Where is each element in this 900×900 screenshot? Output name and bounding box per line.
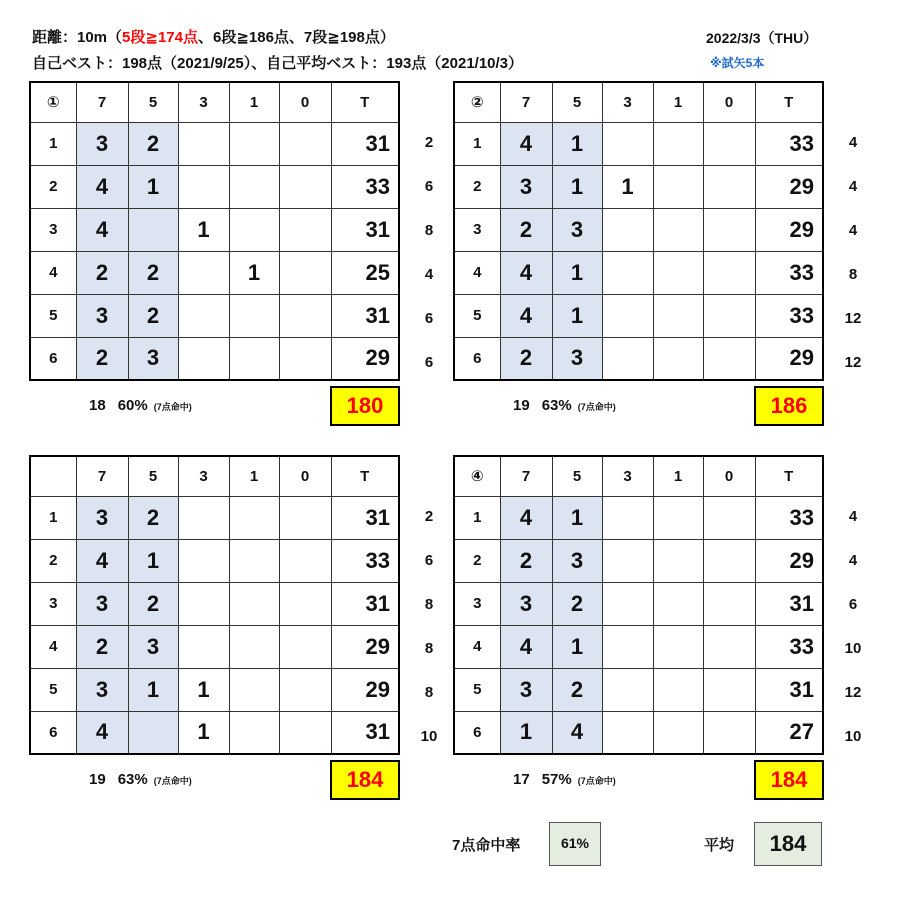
count-1pt <box>229 294 279 337</box>
count-5pt: 3 <box>128 337 178 380</box>
end-total: 29 <box>755 539 823 582</box>
column-header-3: 3 <box>178 82 229 122</box>
end-total: 25 <box>331 251 399 294</box>
table-row <box>30 251 399 294</box>
count-7pt: 3 <box>500 165 552 208</box>
side-value: 12 <box>844 310 862 327</box>
round-label: ④ <box>454 456 500 496</box>
count-1pt <box>229 582 279 625</box>
count-1pt <box>229 122 279 165</box>
side-value: 4 <box>848 134 858 151</box>
count-7pt: 4 <box>76 711 128 754</box>
round-total: 186 <box>754 386 824 426</box>
count-7pt: 3 <box>76 122 128 165</box>
table-header-row <box>30 456 399 496</box>
side-value: 4 <box>848 222 858 239</box>
count-0pt <box>279 668 331 711</box>
count-3pt: 1 <box>178 208 229 251</box>
table-row <box>454 337 823 380</box>
round-hit-summary <box>89 397 192 414</box>
round-label <box>30 456 76 496</box>
hit-count: 19 <box>89 771 106 788</box>
count-7pt: 3 <box>76 294 128 337</box>
count-5pt <box>128 208 178 251</box>
side-value: 6 <box>424 354 434 371</box>
count-7pt: 2 <box>76 625 128 668</box>
count-3pt <box>178 539 229 582</box>
count-5pt: 1 <box>552 122 602 165</box>
column-header-0: 0 <box>703 456 755 496</box>
table-row <box>454 582 823 625</box>
count-5pt: 4 <box>552 711 602 754</box>
column-header-t: T <box>755 82 823 122</box>
hit-note: (7点命中) <box>577 402 616 412</box>
side-value: 4 <box>848 508 858 525</box>
personal-best-line: 自己ベスト：198点（2021/9/25）、自己平均ベスト：193点（2021/10/3） <box>32 55 524 72</box>
count-1pt <box>653 208 703 251</box>
end-number: 5 <box>30 294 76 337</box>
hit-count: 19 <box>513 397 530 414</box>
end-number: 3 <box>454 582 500 625</box>
side-value: 4 <box>848 178 858 195</box>
grade-thresholds: 、6段≧186点、7段≧198点） <box>197 29 395 46</box>
count-7pt: 4 <box>76 539 128 582</box>
count-3pt <box>178 582 229 625</box>
count-3pt <box>602 122 653 165</box>
column-header-0: 0 <box>703 82 755 122</box>
count-7pt: 4 <box>500 122 552 165</box>
count-5pt: 1 <box>552 625 602 668</box>
count-7pt: 4 <box>500 294 552 337</box>
count-0pt <box>703 539 755 582</box>
count-5pt: 3 <box>552 539 602 582</box>
table-row <box>30 625 399 668</box>
end-number: 3 <box>454 208 500 251</box>
count-3pt <box>178 122 229 165</box>
count-1pt <box>653 539 703 582</box>
side-value: 2 <box>424 134 434 151</box>
count-3pt <box>178 294 229 337</box>
hit-rate-label: 7点命中率 <box>452 837 521 854</box>
session-date: 2022/3/3（THU） <box>706 30 818 46</box>
count-7pt: 2 <box>76 251 128 294</box>
count-0pt <box>279 582 331 625</box>
end-total: 31 <box>331 496 399 539</box>
count-5pt: 1 <box>552 165 602 208</box>
round-total: 184 <box>330 760 400 800</box>
table-row <box>30 668 399 711</box>
side-value: 8 <box>424 640 434 657</box>
count-0pt <box>703 294 755 337</box>
practice-arrows-note: ※試矢5本 <box>710 56 765 70</box>
score-table-round-3 <box>29 455 400 755</box>
table-row <box>454 625 823 668</box>
hit-percent: 63% <box>541 397 572 414</box>
count-7pt: 4 <box>500 625 552 668</box>
table-row <box>454 668 823 711</box>
count-7pt: 3 <box>76 496 128 539</box>
count-1pt <box>653 496 703 539</box>
count-1pt <box>229 539 279 582</box>
side-value: 6 <box>424 310 434 327</box>
end-total: 31 <box>331 711 399 754</box>
count-7pt: 4 <box>76 208 128 251</box>
table-row <box>30 337 399 380</box>
count-5pt: 1 <box>128 165 178 208</box>
hit-percent: 57% <box>541 771 572 788</box>
count-7pt: 2 <box>500 208 552 251</box>
end-total: 33 <box>331 165 399 208</box>
count-0pt <box>279 294 331 337</box>
count-1pt: 1 <box>229 251 279 294</box>
end-number: 2 <box>30 539 76 582</box>
count-7pt: 3 <box>500 668 552 711</box>
end-total: 31 <box>331 208 399 251</box>
count-0pt <box>703 122 755 165</box>
column-header-1: 1 <box>229 456 279 496</box>
count-0pt <box>279 539 331 582</box>
end-number: 4 <box>30 625 76 668</box>
count-3pt <box>178 165 229 208</box>
count-3pt <box>602 294 653 337</box>
side-value: 6 <box>848 596 858 613</box>
column-header-7: 7 <box>76 456 128 496</box>
count-7pt: 2 <box>76 337 128 380</box>
end-number: 5 <box>454 294 500 337</box>
count-5pt: 1 <box>128 539 178 582</box>
side-value: 8 <box>848 266 858 283</box>
table-row <box>30 208 399 251</box>
side-value: 10 <box>420 728 438 745</box>
end-total: 33 <box>755 122 823 165</box>
end-total: 29 <box>755 208 823 251</box>
count-3pt <box>602 668 653 711</box>
grade-5-threshold: 5段≧174点 <box>122 29 198 46</box>
end-total: 33 <box>755 496 823 539</box>
end-number: 4 <box>454 251 500 294</box>
count-0pt <box>279 208 331 251</box>
table-header-row <box>30 82 399 122</box>
side-value: 4 <box>848 552 858 569</box>
table-header-row <box>454 82 823 122</box>
hit-rate-value: 61% <box>549 822 601 866</box>
count-3pt <box>178 251 229 294</box>
count-3pt <box>602 539 653 582</box>
hit-percent: 63% <box>117 771 148 788</box>
end-total: 33 <box>755 625 823 668</box>
count-0pt <box>279 251 331 294</box>
count-0pt <box>703 208 755 251</box>
table-row <box>454 251 823 294</box>
count-5pt: 3 <box>128 625 178 668</box>
count-3pt <box>602 208 653 251</box>
count-7pt: 1 <box>500 711 552 754</box>
count-7pt: 2 <box>500 539 552 582</box>
end-number: 4 <box>30 251 76 294</box>
side-value: 8 <box>424 684 434 701</box>
score-table-round-1 <box>29 81 400 381</box>
distance-line <box>32 26 395 47</box>
count-0pt <box>703 165 755 208</box>
count-5pt: 2 <box>128 496 178 539</box>
count-5pt: 3 <box>552 208 602 251</box>
end-number: 6 <box>30 337 76 380</box>
count-3pt <box>602 711 653 754</box>
side-value: 10 <box>844 640 862 657</box>
side-value: 12 <box>844 684 862 701</box>
count-3pt <box>178 337 229 380</box>
end-total: 31 <box>755 582 823 625</box>
count-0pt <box>279 165 331 208</box>
hit-count: 18 <box>89 397 106 414</box>
hit-percent: 60% <box>117 397 148 414</box>
distance-label: 距離：10m（ <box>32 29 123 46</box>
count-1pt <box>653 122 703 165</box>
side-value: 10 <box>844 728 862 745</box>
end-number: 6 <box>454 711 500 754</box>
column-header-7: 7 <box>500 82 552 122</box>
round-hit-summary <box>513 397 616 414</box>
count-1pt <box>229 337 279 380</box>
end-number: 2 <box>30 165 76 208</box>
count-3pt <box>602 496 653 539</box>
count-5pt: 3 <box>552 337 602 380</box>
side-value: 6 <box>424 178 434 195</box>
count-1pt <box>653 337 703 380</box>
table-row <box>30 539 399 582</box>
count-5pt <box>128 711 178 754</box>
column-header-t: T <box>331 82 399 122</box>
table-row <box>454 294 823 337</box>
count-5pt: 2 <box>128 122 178 165</box>
end-number: 5 <box>454 668 500 711</box>
count-3pt <box>602 337 653 380</box>
count-7pt: 4 <box>500 251 552 294</box>
count-7pt: 3 <box>76 582 128 625</box>
end-total: 31 <box>331 122 399 165</box>
table-row <box>30 122 399 165</box>
count-3pt <box>178 496 229 539</box>
round-hit-summary <box>89 771 192 788</box>
end-total: 29 <box>755 337 823 380</box>
column-header-1: 1 <box>653 456 703 496</box>
table-row <box>30 165 399 208</box>
side-value: 6 <box>424 552 434 569</box>
round-total: 180 <box>330 386 400 426</box>
side-value: 8 <box>424 222 434 239</box>
table-row <box>30 711 399 754</box>
end-total: 33 <box>331 539 399 582</box>
end-number: 1 <box>30 122 76 165</box>
count-1pt <box>229 208 279 251</box>
count-0pt <box>703 668 755 711</box>
table-row <box>30 294 399 337</box>
column-header-7: 7 <box>76 82 128 122</box>
end-number: 2 <box>454 165 500 208</box>
count-0pt <box>279 496 331 539</box>
table-row <box>454 208 823 251</box>
score-table-round-4 <box>453 455 824 755</box>
end-number: 6 <box>454 337 500 380</box>
count-1pt <box>653 582 703 625</box>
end-number: 3 <box>30 208 76 251</box>
end-number: 2 <box>454 539 500 582</box>
count-1pt <box>653 625 703 668</box>
count-1pt <box>229 668 279 711</box>
side-value: 4 <box>424 266 434 283</box>
table-row <box>30 496 399 539</box>
count-5pt: 1 <box>552 294 602 337</box>
column-header-5: 5 <box>552 82 602 122</box>
count-3pt: 1 <box>602 165 653 208</box>
count-0pt <box>703 582 755 625</box>
count-5pt: 2 <box>552 668 602 711</box>
count-1pt <box>229 165 279 208</box>
count-0pt <box>703 337 755 380</box>
count-0pt <box>279 337 331 380</box>
column-header-3: 3 <box>602 82 653 122</box>
hit-note: (7点命中) <box>153 402 192 412</box>
count-7pt: 4 <box>500 496 552 539</box>
end-total: 33 <box>755 251 823 294</box>
column-header-5: 5 <box>128 456 178 496</box>
count-5pt: 2 <box>128 294 178 337</box>
column-header-5: 5 <box>552 456 602 496</box>
count-3pt <box>602 625 653 668</box>
end-number: 3 <box>30 582 76 625</box>
count-7pt: 2 <box>500 337 552 380</box>
end-number: 6 <box>30 711 76 754</box>
end-total: 31 <box>331 294 399 337</box>
hit-count: 17 <box>513 771 530 788</box>
count-5pt: 1 <box>128 668 178 711</box>
end-total: 31 <box>755 668 823 711</box>
column-header-3: 3 <box>178 456 229 496</box>
hit-note: (7点命中) <box>153 776 192 786</box>
score-table-round-2 <box>453 81 824 381</box>
end-total: 29 <box>331 668 399 711</box>
count-0pt <box>703 625 755 668</box>
count-0pt <box>279 122 331 165</box>
count-5pt: 2 <box>552 582 602 625</box>
end-number: 4 <box>454 625 500 668</box>
count-5pt: 2 <box>128 251 178 294</box>
count-3pt: 1 <box>178 711 229 754</box>
side-value: 2 <box>424 508 434 525</box>
table-row <box>30 582 399 625</box>
end-total: 31 <box>331 582 399 625</box>
count-3pt <box>602 582 653 625</box>
table-row <box>454 539 823 582</box>
end-total: 29 <box>755 165 823 208</box>
table-row <box>454 122 823 165</box>
count-5pt: 1 <box>552 251 602 294</box>
column-header-0: 0 <box>279 456 331 496</box>
side-value: 8 <box>424 596 434 613</box>
hit-note: (7点命中) <box>577 776 616 786</box>
round-total: 184 <box>754 760 824 800</box>
column-header-t: T <box>331 456 399 496</box>
column-header-3: 3 <box>602 456 653 496</box>
column-header-1: 1 <box>653 82 703 122</box>
round-label: ① <box>30 82 76 122</box>
count-0pt <box>703 496 755 539</box>
column-header-7: 7 <box>500 456 552 496</box>
count-3pt <box>178 625 229 668</box>
count-5pt: 1 <box>552 496 602 539</box>
column-header-0: 0 <box>279 82 331 122</box>
table-header-row <box>454 456 823 496</box>
round-label: ② <box>454 82 500 122</box>
count-7pt: 3 <box>500 582 552 625</box>
count-1pt <box>653 251 703 294</box>
end-number: 5 <box>30 668 76 711</box>
end-total: 29 <box>331 337 399 380</box>
column-header-5: 5 <box>128 82 178 122</box>
end-total: 27 <box>755 711 823 754</box>
count-1pt <box>229 625 279 668</box>
count-3pt <box>602 251 653 294</box>
count-1pt <box>653 711 703 754</box>
table-row <box>454 711 823 754</box>
end-number: 1 <box>454 122 500 165</box>
round-hit-summary <box>513 771 616 788</box>
count-7pt: 4 <box>76 165 128 208</box>
end-number: 1 <box>30 496 76 539</box>
count-3pt: 1 <box>178 668 229 711</box>
average-value: 184 <box>754 822 822 866</box>
end-total: 33 <box>755 294 823 337</box>
end-number: 1 <box>454 496 500 539</box>
side-value: 12 <box>844 354 862 371</box>
count-0pt <box>703 251 755 294</box>
count-1pt <box>653 668 703 711</box>
count-0pt <box>279 625 331 668</box>
average-label: 平均 <box>704 837 735 854</box>
count-7pt: 3 <box>76 668 128 711</box>
count-1pt <box>229 496 279 539</box>
count-5pt: 2 <box>128 582 178 625</box>
column-header-1: 1 <box>229 82 279 122</box>
count-1pt <box>653 294 703 337</box>
end-total: 29 <box>331 625 399 668</box>
count-1pt <box>653 165 703 208</box>
column-header-t: T <box>755 456 823 496</box>
table-row <box>454 165 823 208</box>
count-0pt <box>703 711 755 754</box>
count-0pt <box>279 711 331 754</box>
table-row <box>454 496 823 539</box>
count-1pt <box>229 711 279 754</box>
